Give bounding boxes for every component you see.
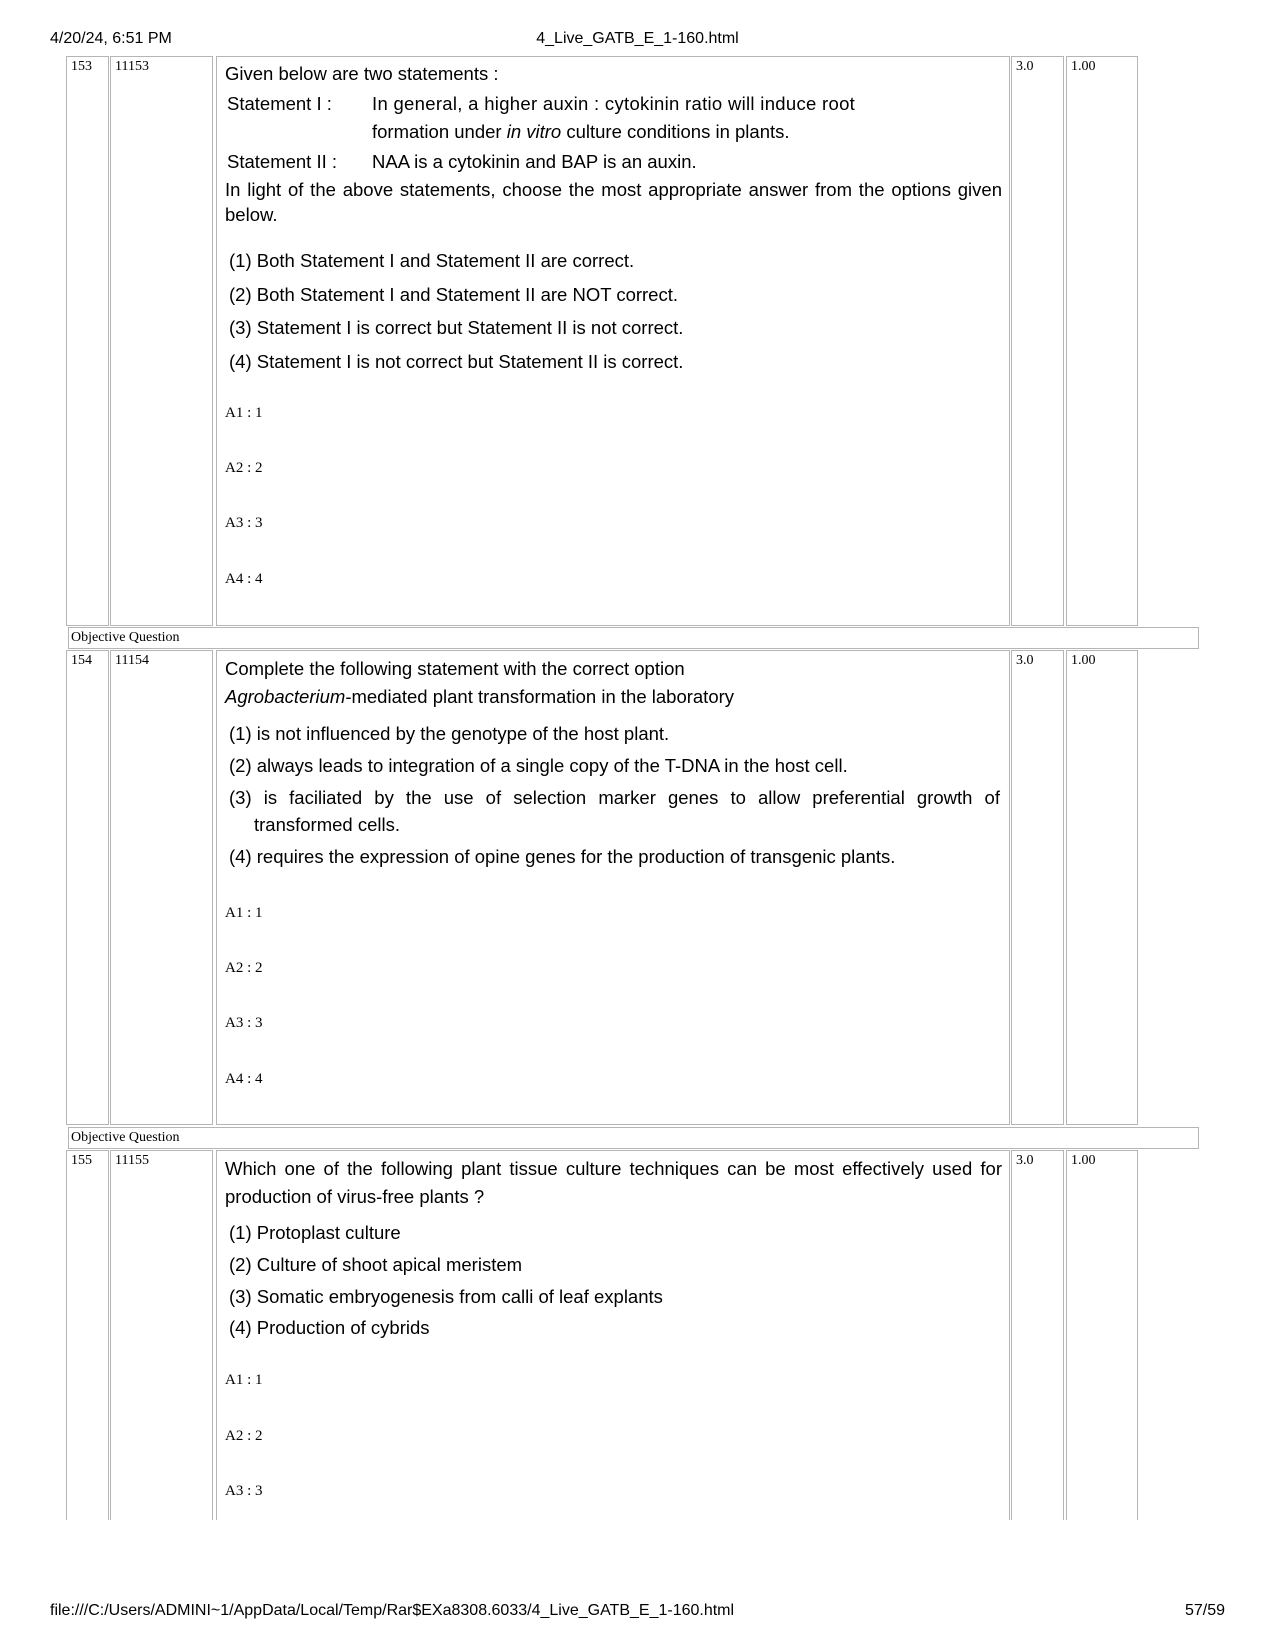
option-3-line-2: transformed cells. — [254, 814, 400, 835]
option-2: (2) Culture of shoot apical meristem — [229, 1254, 523, 1275]
marks: 3.0 — [1011, 1150, 1064, 1520]
statement-1-label: Statement I : — [227, 93, 332, 114]
option-1: (1) Both Statement I and Statement II are correct. — [229, 250, 635, 271]
option-2: (2) always leads to integration of a single copy of the T-DNA in the host cell. — [229, 755, 848, 776]
statement-1-line-2 — [372, 118, 790, 146]
answer-key-1: A1 : 1 — [225, 405, 263, 421]
marks: 3.0 — [1011, 56, 1064, 626]
print-filename: 4_Live_GATB_E_1-160.html — [536, 30, 739, 47]
question-intro: Given below are two statements : — [225, 63, 499, 84]
question-line-1: Complete the following statement with the correct option — [225, 658, 685, 679]
statement-2-label: Statement II : — [227, 151, 338, 172]
statement-1-line-1: In general, a higher auxin : cytokinin ratio will induce root — [372, 93, 856, 114]
question-line-1: Which one of the following plant tissue culture techniques can be most effectively used for — [225, 1158, 1002, 1179]
answer-key-3: A3 : 3 — [225, 1015, 263, 1031]
serial-number: 155 — [66, 1150, 109, 1520]
print-datetime: 4/20/24, 6:51 PM — [50, 30, 172, 47]
print-file-path: file:///C:/Users/ADMINI~1/AppData/Local/Temp/Rar$EXa8308.6033/4_Live_GATB_E_1-160.html — [50, 1602, 735, 1619]
answer-key-3: A3 : 3 — [225, 515, 263, 531]
negative-marks: 1.00 — [1066, 56, 1138, 626]
answer-key-1: A1 : 1 — [225, 1372, 263, 1388]
serial-number: 154 — [66, 650, 109, 1125]
statement-2-text: NAA is a cytokinin and BAP is an auxin. — [372, 151, 697, 172]
instruction-line-2: below. — [225, 204, 278, 225]
negative-marks: 1.00 — [1066, 650, 1138, 1125]
question-id: 11153 — [110, 56, 213, 626]
answer-key-3: A3 : 3 — [225, 1483, 263, 1499]
section-label: Objective Question — [68, 1127, 1199, 1149]
negative-marks: 1.00 — [1066, 1150, 1138, 1520]
emphasis: in vitro — [506, 121, 562, 142]
question-line-2 — [225, 683, 734, 711]
text-part: -mediated plant transformation in the laboratory — [345, 686, 735, 707]
option-4: (4) requires the expression of opine genes for the production of transgenic plants. — [229, 846, 896, 867]
marks: 3.0 — [1011, 650, 1064, 1125]
option-3-line-1: (3) is faciliated by the use of selection marker genes to allow preferential growth of — [229, 787, 1000, 808]
option-1: (1) is not influenced by the genotype of the host plant. — [229, 723, 670, 744]
option-3: (3) Statement I is correct but Statement II is not correct. — [229, 317, 684, 338]
answer-key-2: A2 : 2 — [225, 1428, 263, 1444]
option-3: (3) Somatic embryogenesis from calli of leaf explants — [229, 1286, 663, 1307]
answer-key-4: A4 : 4 — [225, 1071, 263, 1087]
instruction-line-1: In light of the above statements, choose the most appropriate answer from the options given — [225, 179, 1002, 200]
option-4: (4) Statement I is not correct but Statement II is correct. — [229, 351, 684, 372]
answer-key-2: A2 : 2 — [225, 460, 263, 476]
text-part: formation under — [372, 121, 507, 142]
emphasis: Agrobacterium — [225, 686, 346, 707]
answer-key-2: A2 : 2 — [225, 960, 263, 976]
option-2: (2) Both Statement I and Statement II are NOT correct. — [229, 284, 678, 305]
question-line-2: production of virus-free plants ? — [225, 1186, 485, 1207]
question-id: 11155 — [110, 1150, 213, 1520]
section-label: Objective Question — [68, 627, 1199, 649]
answer-key-1: A1 : 1 — [225, 905, 263, 921]
question-id: 11154 — [110, 650, 213, 1125]
page-number: 57/59 — [1184, 1602, 1225, 1619]
option-4: (4) Production of cybrids — [229, 1317, 430, 1338]
text-part: culture conditions in plants. — [561, 121, 790, 142]
answer-key-4: A4 : 4 — [225, 571, 263, 587]
option-1: (1) Protoplast culture — [229, 1222, 401, 1243]
serial-number: 153 — [66, 56, 109, 626]
